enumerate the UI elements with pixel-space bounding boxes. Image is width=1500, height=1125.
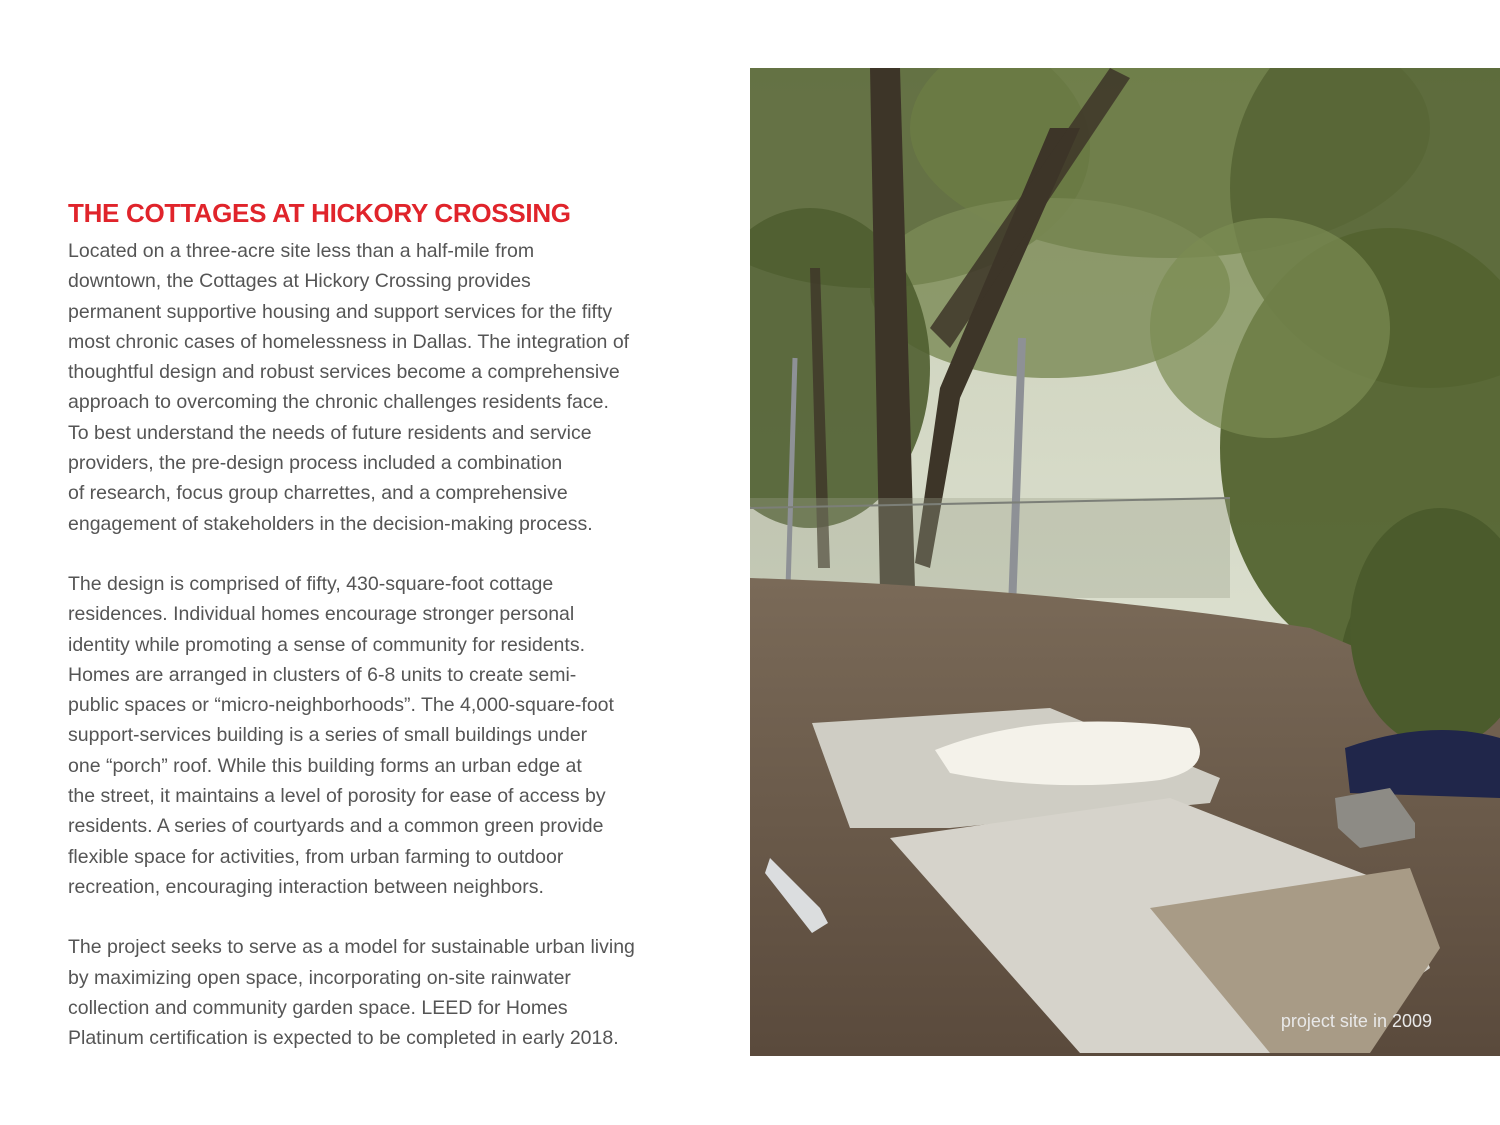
paragraph-line: Located on a three-acre site less than a half-mile from	[68, 240, 535, 262]
photo-illustration	[750, 68, 1500, 1056]
paragraph-line: the street, it maintains a level of porosity for ease of access by	[68, 785, 606, 808]
paragraph-line: collection and community garden space. LEED for Homes	[68, 996, 568, 1019]
paragraph-line: permanent supportive housing and support services for the fifty	[68, 300, 613, 323]
paragraph-1	[68, 236, 708, 539]
paragraph-line: approach to overcoming the chronic challenges residents face.	[68, 391, 609, 414]
paragraph-line: recreation, encouraging interaction between neighbors.	[68, 875, 544, 898]
paragraph-line: residents. A series of courtyards and a common green provide	[68, 815, 604, 838]
paragraph-line: providers, the pre-design process included a combination	[68, 452, 563, 475]
paragraph-line: downtown, the Cottages at Hickory Crossing provides	[68, 270, 531, 293]
paragraph-line: one “porch” roof. While this building forms an urban edge at	[68, 754, 582, 777]
project-site-photo	[750, 68, 1500, 1056]
paragraph-line: To best understand the needs of future residents and service	[68, 421, 592, 444]
paragraph-line: thoughtful design and robust services become a comprehensive	[68, 361, 620, 384]
paragraph-line: of research, focus group charrettes, and a comprehensive	[68, 482, 568, 505]
paragraph-line: engagement of stakeholders in the decision-making process.	[68, 512, 593, 535]
paragraph-line: public spaces or “micro-neighborhoods”. The 4,000-square-foot	[68, 694, 614, 717]
text-column	[68, 196, 708, 1083]
paragraph-line: Homes are arranged in clusters of 6-8 units to create semi-	[68, 663, 577, 686]
photo-caption: project site in 2009	[1280, 1011, 1432, 1031]
paragraph-line: identity while promoting a sense of community for residents.	[68, 633, 585, 656]
paragraph-line: most chronic cases of homelessness in Dallas. The integration of	[68, 330, 630, 353]
paragraph-line: The project seeks to serve as a model for sustainable urban living	[68, 936, 635, 959]
paragraph-2	[68, 569, 708, 902]
paragraph-3	[68, 932, 708, 1053]
page-title: THE COTTAGES AT HICKORY CROSSING	[68, 198, 571, 228]
paragraph-line: The design is comprised of fifty, 430-square-foot cottage	[68, 572, 554, 595]
paragraph-line: flexible space for activities, from urban farming to outdoor	[68, 845, 564, 868]
paragraph-line: by maximizing open space, incorporating on-site rainwater	[68, 966, 571, 989]
paragraph-line: residences. Individual homes encourage stronger personal	[68, 603, 575, 626]
paragraph-line: support-services building is a series of small buildings under	[68, 724, 588, 747]
paragraph-line: Platinum certification is expected to be completed in early 2018.	[68, 1027, 619, 1050]
